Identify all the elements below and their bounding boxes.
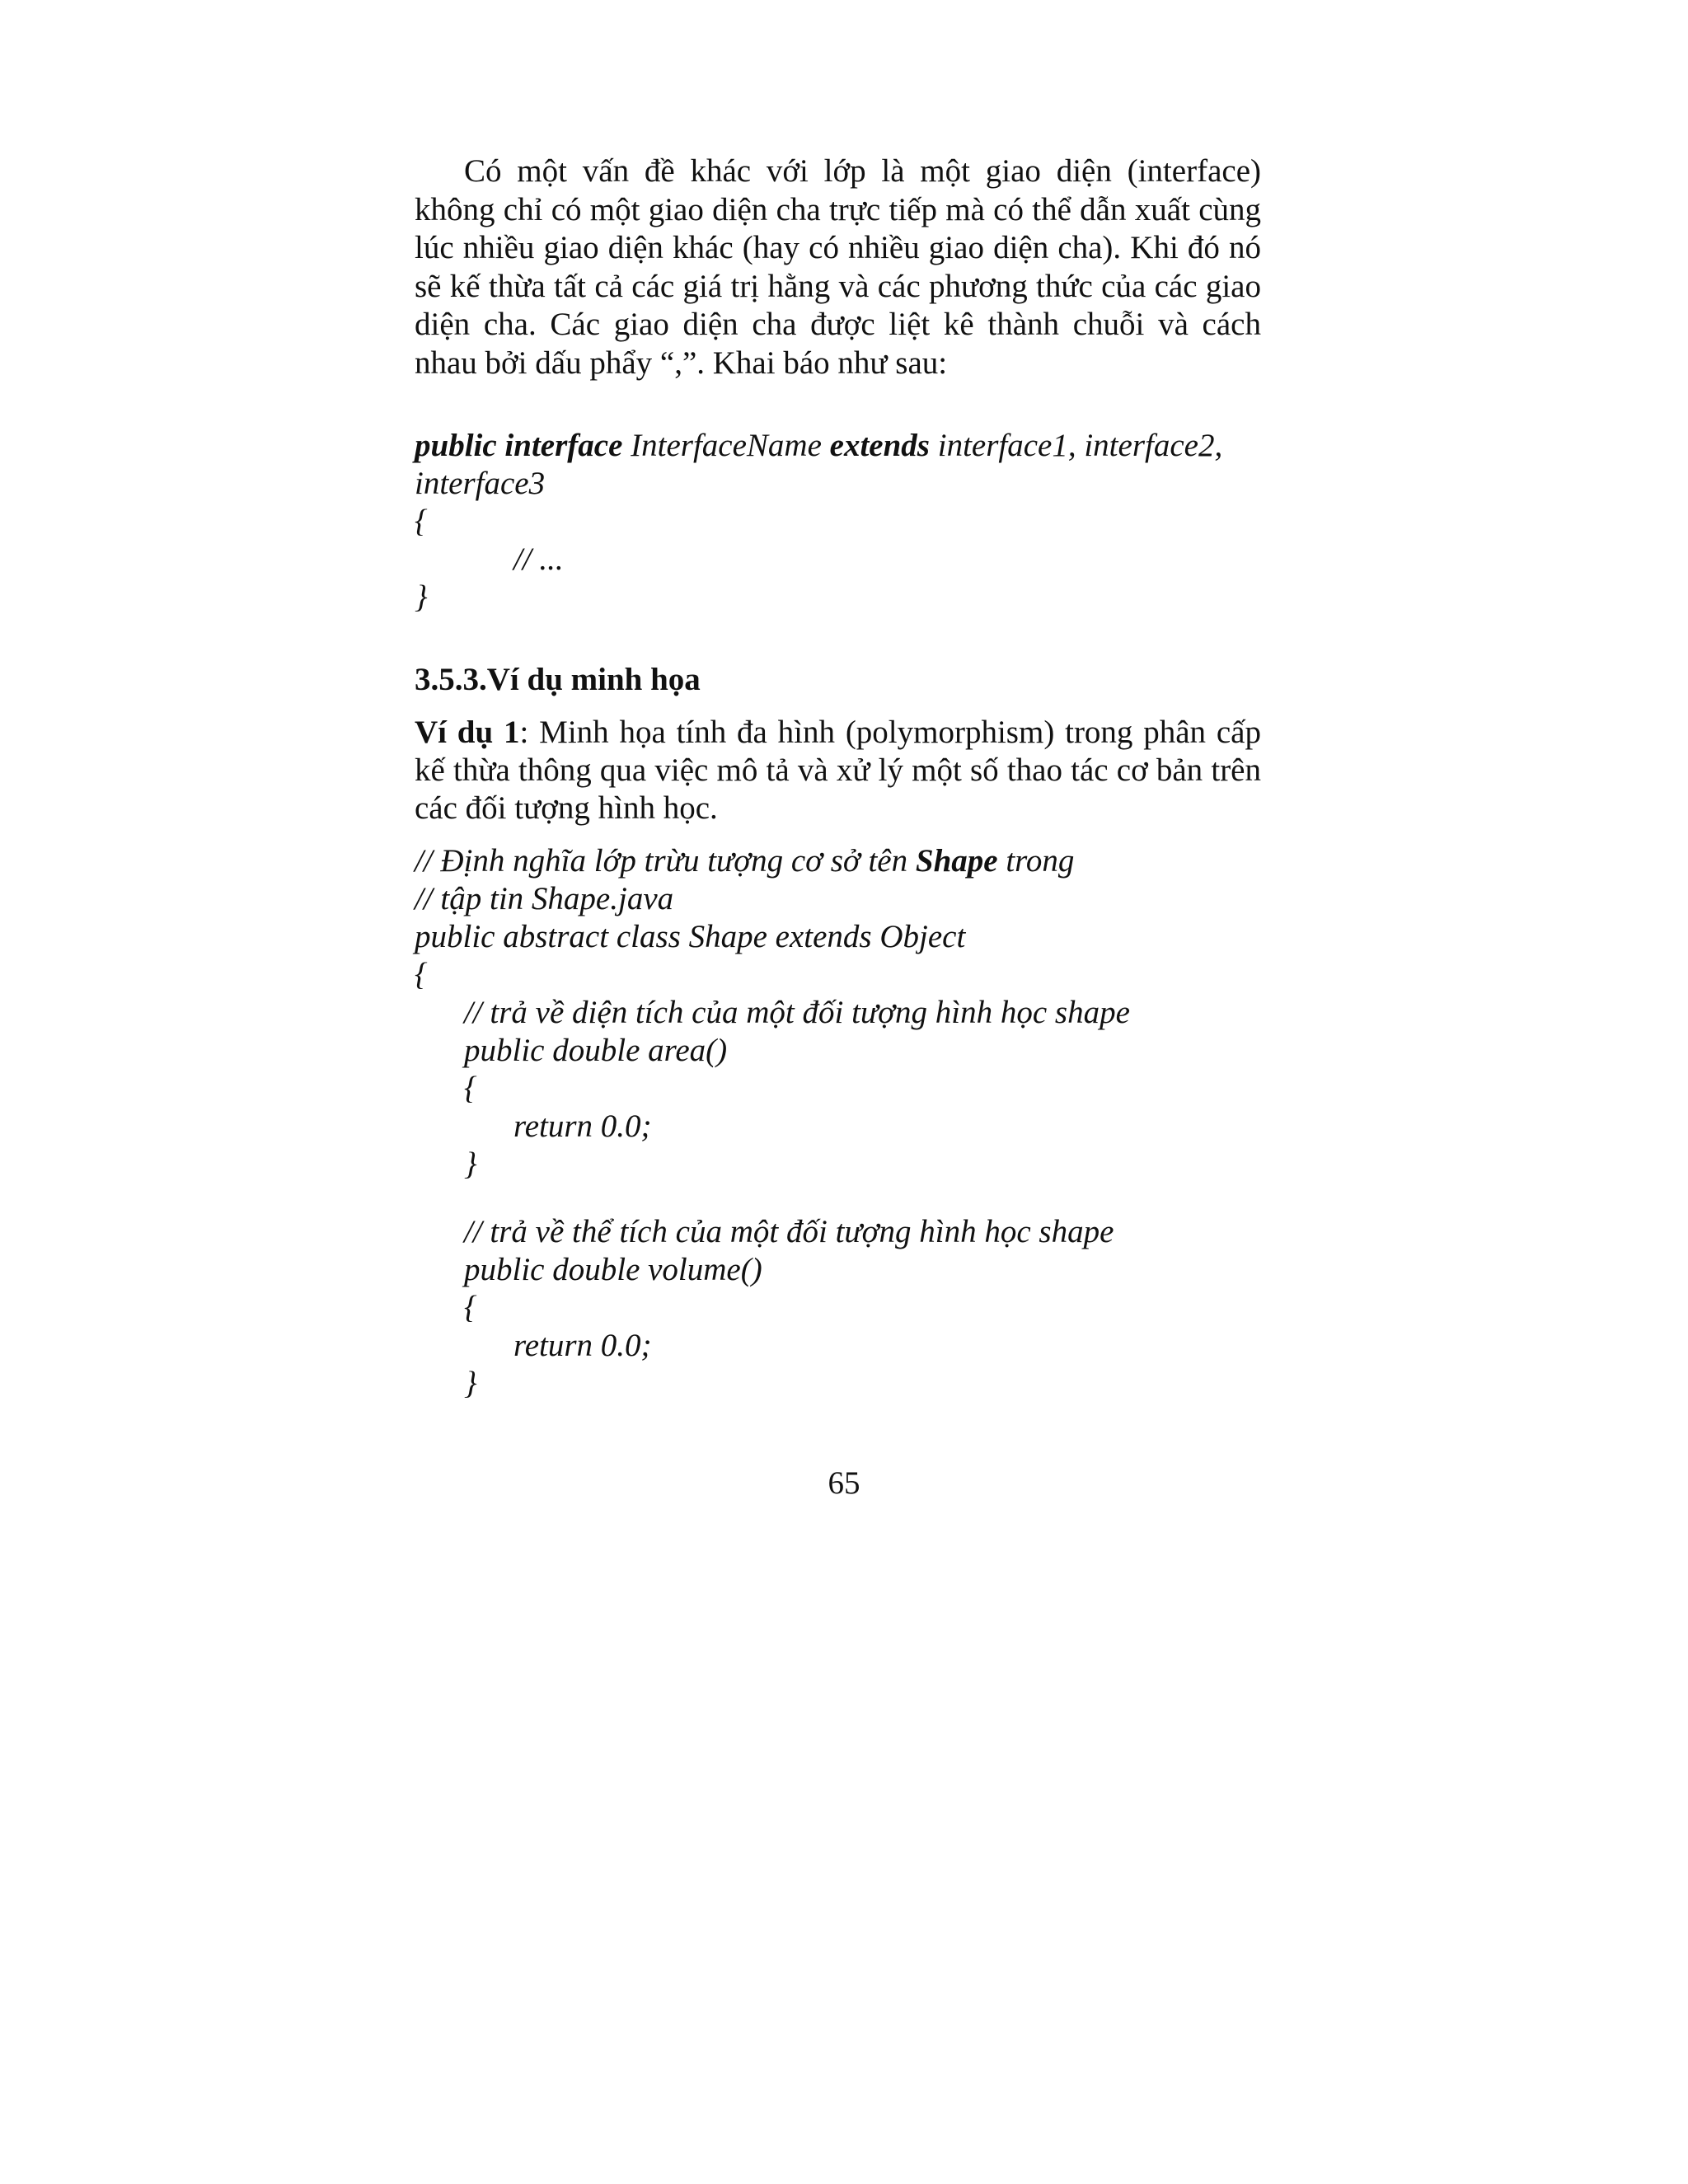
code-volume-comment: // trả về thể tích của một đối tượng hình học shape: [464, 1214, 1114, 1249]
code-comment-1-c: trong: [997, 843, 1075, 879]
page-number: 65: [828, 1465, 860, 1501]
code-volume-open-brace: {: [464, 1290, 477, 1325]
code-volume-close-brace: }: [464, 1366, 477, 1401]
declaration-line-2: interface3: [415, 466, 546, 501]
page-content: [415, 152, 1261, 1403]
intro-paragraph: Có một vấn đề khác với lớp là một giao diện (interface) không chỉ có một giao diện cha trực tiếp mà có thể dẫn xuất cùng lúc nhiều giao diện khác (hay có nhiều giao diện cha). Khi đó nó sẽ kế thừa tất cả các giá trị hằng và các phương thức của các giao diện cha. Các giao diện cha được liệt kê thành chuỗi và cách nhau bởi dấu phẩy “,”. Khai báo như sau:: [415, 153, 1261, 381]
code-block: [415, 842, 1261, 1403]
code-comment-1-a: // Định nghĩa lớp trừu tượng cơ sở tên: [415, 843, 916, 879]
code-volume-signature: public double volume(): [464, 1252, 762, 1287]
code-class-declaration: public abstract class Shape extends Object: [415, 919, 966, 954]
code-comment-1-class: Shape: [915, 843, 998, 879]
parent-interfaces: interface1, interface2,: [929, 428, 1223, 463]
keyword-public-interface: public interface: [415, 428, 623, 463]
code-area-signature: public double area(): [464, 1033, 728, 1068]
declaration-close-brace: }: [415, 579, 428, 615]
interface-declaration: [415, 427, 1261, 616]
example-paragraph: [415, 714, 1261, 827]
code-comment-1: [415, 842, 1261, 880]
declaration-open-brace: {: [415, 504, 428, 539]
declaration-line-1: [415, 427, 1261, 465]
code-open-brace: {: [415, 957, 428, 992]
declaration-body-comment: // ...: [513, 541, 564, 577]
example-label: Ví dụ 1: [415, 715, 520, 750]
section-heading: 3.5.3.Ví dụ minh họa: [415, 662, 701, 697]
code-comment-2: // tập tin Shape.java: [415, 881, 674, 916]
interface-name: InterfaceName: [622, 428, 830, 463]
keyword-extends: extends: [829, 428, 930, 463]
code-area-open-brace: {: [464, 1071, 477, 1106]
code-area-return: return 0.0;: [513, 1108, 652, 1144]
example-text: : Minh họa tính đa hình (polymorphism) trong phân cấp kế thừa thông qua việc mô tả và xử lý một số thao tác cơ bản trên các đối tượng hình học.: [415, 715, 1261, 826]
code-area-comment: // trả về diện tích của một đối tượng hình học shape: [464, 995, 1130, 1030]
code-volume-return: return 0.0;: [513, 1328, 652, 1363]
code-area-close-brace: }: [464, 1146, 477, 1182]
